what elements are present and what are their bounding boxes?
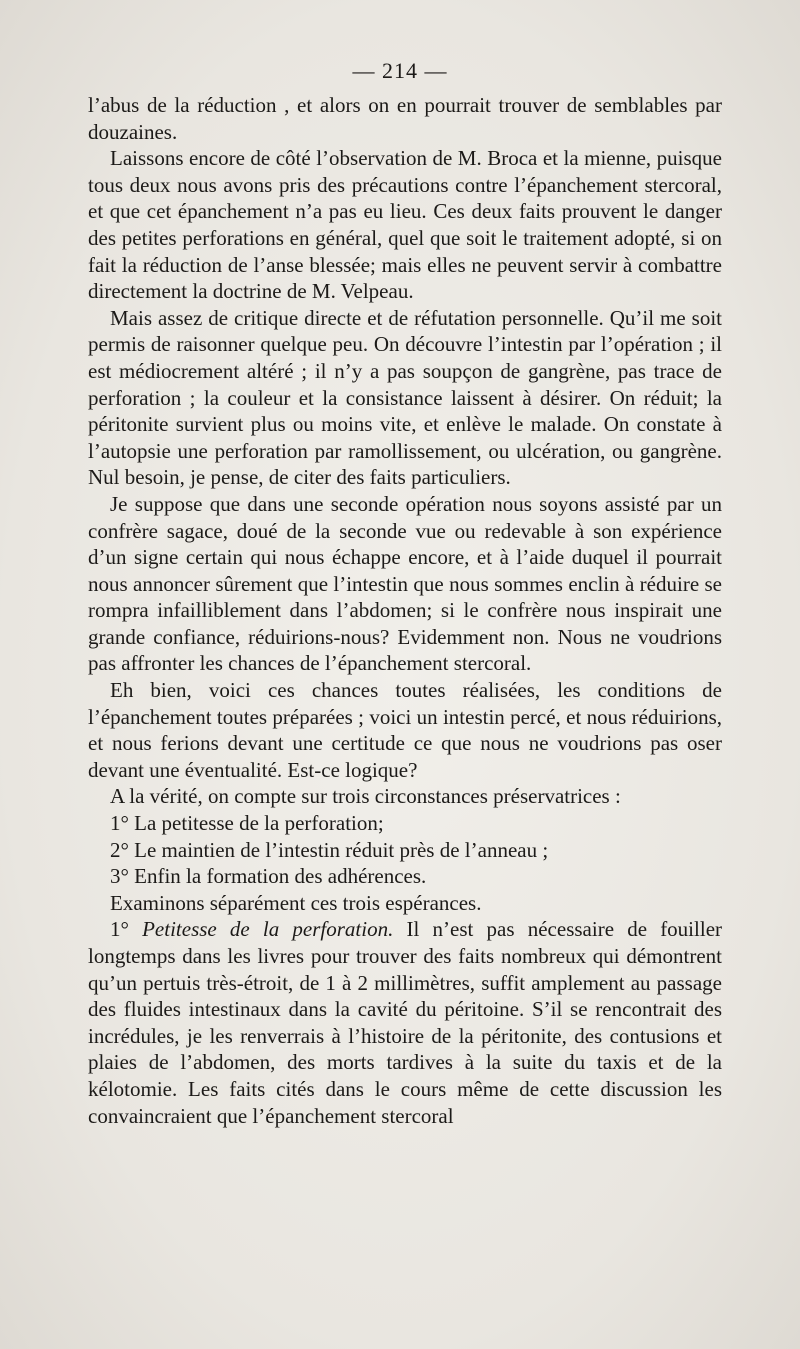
- section-number: 1°: [110, 917, 129, 942]
- list-item: 2° Le maintien de l’intestin réduit près de l’anneau ;: [110, 837, 549, 862]
- list-item: 1° La petitesse de la perforation;: [110, 811, 384, 836]
- page-number: — 214 —: [352, 58, 448, 83]
- page-body: [88, 92, 722, 1129]
- section-text: Il n’est pas nécessaire de fouiller longtemps dans les livres pour trouver des faits nombreux qui démontrent qu’un pertuis très-étroit, de 1 à 2 millimètres, suffit amplement au passage des fluides intestinaux dans la cavité du péritoine. S’il se rencontrait des incrédules, je les renverrais à l’histoire de la péritonite, des contusions et plaies de l’abdomen, des morts tardives à la suite du taxis et de la kélotomie. Les faits cités dans le cours même de cette discussion les convaincraient que l’épanchement stercoral: [88, 917, 723, 1128]
- paragraph: Laissons encore de côté l’observation de M. Broca et la mienne, puisque tous deux nous avons pris des précautions contre l’épanchement stercoral, et que cet épanchement n’a pas eu lieu. Ces deux faits prouvent le danger des petites perforations en général, quel que soit le traitement adopté, si on fait la réduction de l’anse blessée; mais elles ne peuvent servir à combattre directement la doctrine de M. Velpeau.: [88, 146, 722, 304]
- list-item: 3° Enfin la formation des adhérences.: [110, 864, 427, 889]
- paragraph: Mais assez de critique directe et de réfutation personnelle. Qu’il me soit permis de raisonner quelque peu. On découvre l’intestin par l’opération ; il est médiocrement altéré ; il n’y a pas soupçon de gangrène, pas trace de perforation ; la couleur et la consistance laissent à désirer. On réduit; la péritonite survient plus ou moins vite, et enlève le malade. On constate à l’autopsie une perforation par ramollissement, ou ulcération, ou gangrène. Nul besoin, je pense, de citer des faits particuliers.: [88, 305, 722, 490]
- paragraph: A la vérité, on compte sur trois circonstances préservatrices :: [110, 784, 621, 809]
- paragraph: Examinons séparément ces trois espérances.: [110, 890, 482, 915]
- paragraph: Je suppose que dans une seconde opération nous soyons assisté par un confrère sagace, doué de la seconde vue ou redevable à son expérience d’un signe certain qui nous échappe encore, et à l’aide duquel il pourrait nous annoncer sûrement que l’intestin que nous sommes enclin à réduire se rompra infailliblement dans l’abdomen; si le confrère nous inspirait une grande confiance, réduirions-nous? Evidemment non. Nous ne voudrions pas affronter les chances de l’épanchement stercoral.: [88, 491, 722, 676]
- section-paragraph: [88, 916, 722, 1129]
- paragraph-continuation: l’abus de la réduction , et alors on en pourrait trouver de semblables par douzaines.: [88, 93, 722, 144]
- paragraph: Eh bien, voici ces chances toutes réalisées, les conditions de l’épanchement toutes préparées ; voici un intestin percé, et nous réduirions, et nous ferions devant une certitude ce que nous ne voudrions pas oser devant une éventualité. Est-ce logique?: [88, 678, 722, 782]
- section-heading: Petitesse de la perforation.: [142, 917, 394, 942]
